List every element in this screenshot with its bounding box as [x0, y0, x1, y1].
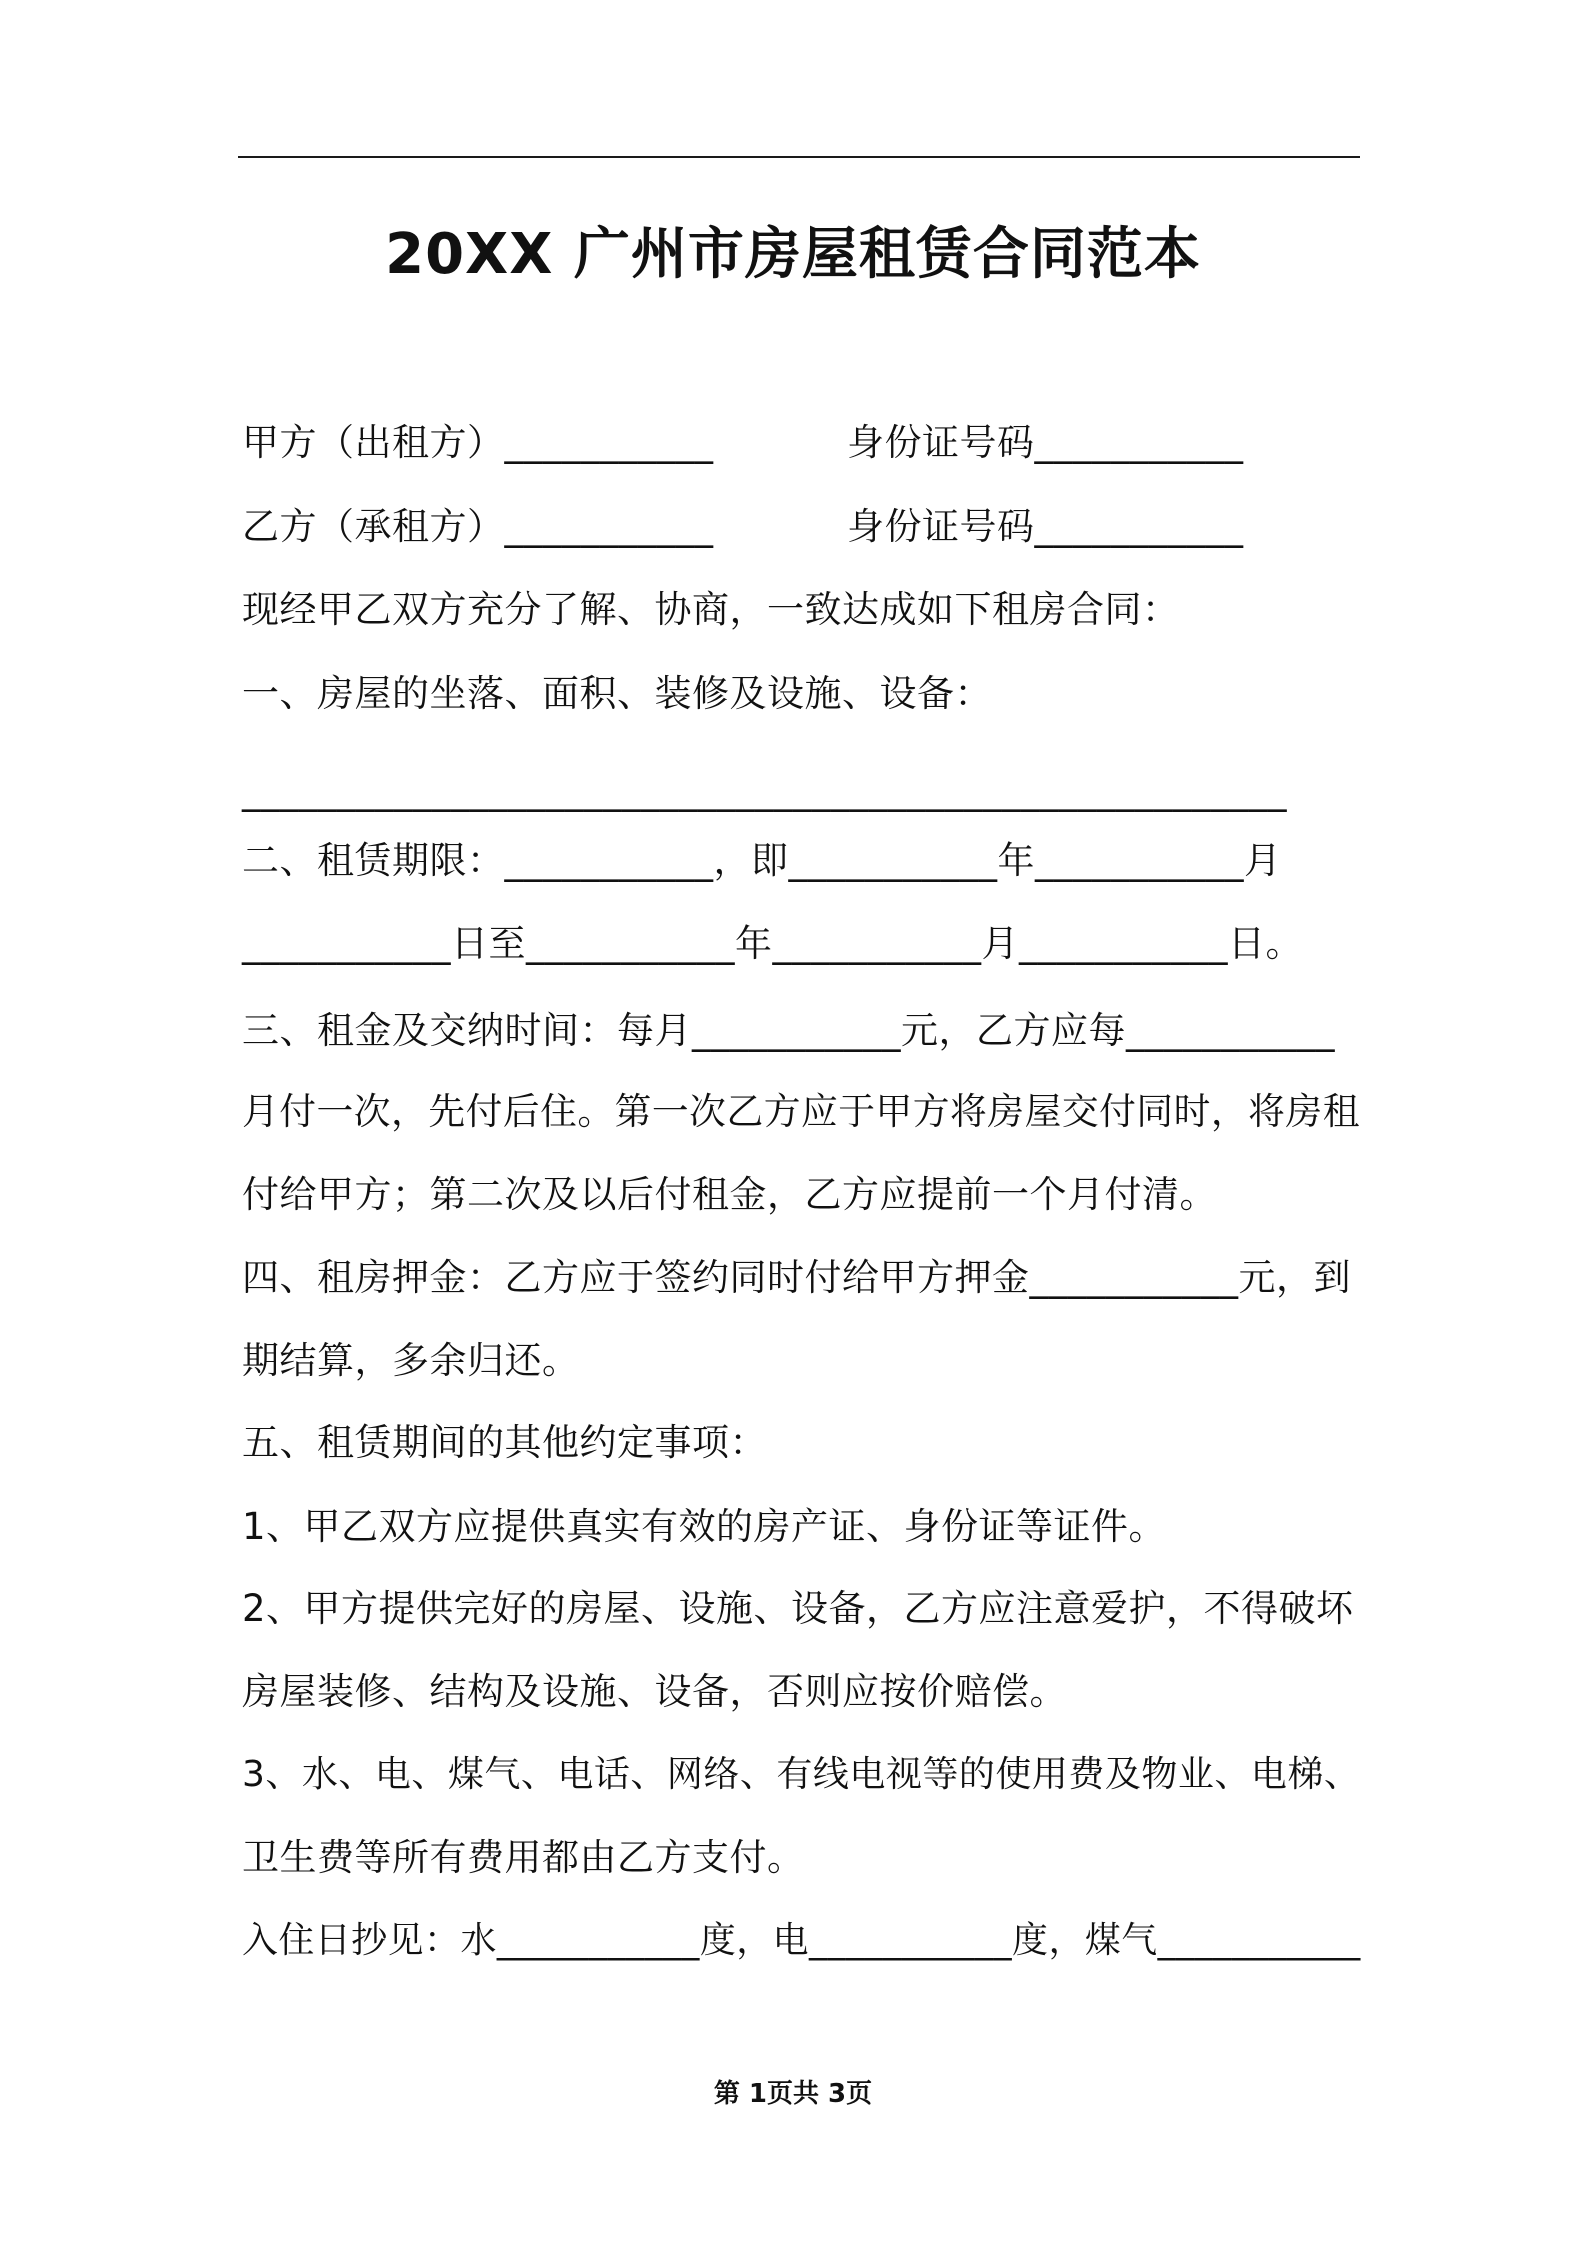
party-a-label: 甲方（出租方）___________	[242, 421, 714, 464]
page-number: 第 1页共 3页	[713, 2079, 873, 2109]
clause-2-continuation: ___________日至___________年___________月___________日。	[242, 922, 1303, 965]
clause-1-blank-line: _______________________________________________________	[242, 769, 1287, 812]
meter-reading-line: 入住日抄见：水___________度，电___________度，煤气___________	[242, 1920, 1361, 1961]
party-b-row	[242, 502, 1244, 552]
party-a-id-label: 身份证号码___________	[847, 421, 1244, 464]
clause-4-continuation: 期结算，多余归还。	[242, 1339, 580, 1382]
clause-2-text: 二、租赁期限：___________，即___________年___________月	[242, 839, 1282, 882]
clause-3-continuation-1: 月付一次，先付后住。第一次乙方应于甲方将房屋交付同时，将房租	[242, 1090, 1360, 1133]
intro-text: 现经甲乙双方充分了解、协商，一致达成如下租房合同：	[242, 588, 1180, 631]
party-b-label: 乙方（承租方）___________	[242, 505, 714, 548]
clause-5-heading: 五、租赁期间的其他约定事项：	[242, 1421, 767, 1464]
clause-5-item-1: 1、甲乙双方应提供真实有效的房产证、身份证等证件。	[242, 1505, 1167, 1548]
clause-5-item-2: 2、甲方提供完好的房屋、设施、设备，乙方应注意爱护，不得破坏	[242, 1587, 1354, 1630]
header-rule	[238, 156, 1360, 158]
clause-5-item-3-continuation: 卫生费等所有费用都由乙方支付。	[242, 1836, 805, 1879]
clause-1-heading: 一、房屋的坐落、面积、装修及设施、设备：	[242, 672, 992, 715]
party-a-row	[242, 418, 1244, 468]
clause-3-continuation-2: 付给甲方；第二次及以后付租金，乙方应提前一个月付清。	[242, 1173, 1217, 1216]
party-b-id-label: 身份证号码___________	[847, 505, 1244, 548]
document-title: 20XX 广州市房屋租赁合同范本	[385, 222, 1201, 287]
clause-3-text: 三、租金及交纳时间：每月___________元，乙方应每___________	[242, 1009, 1335, 1052]
clause-4-text: 四、租房押金：乙方应于签约同时付给甲方押金___________元，到	[242, 1256, 1351, 1299]
clause-5-item-2-continuation: 房屋装修、结构及设施、设备，否则应按价赔偿。	[242, 1670, 1067, 1713]
clause-5-item-3: 3、水、电、煤气、电话、网络、有线电视等的使用费及物业、电梯、	[242, 1754, 1361, 1795]
